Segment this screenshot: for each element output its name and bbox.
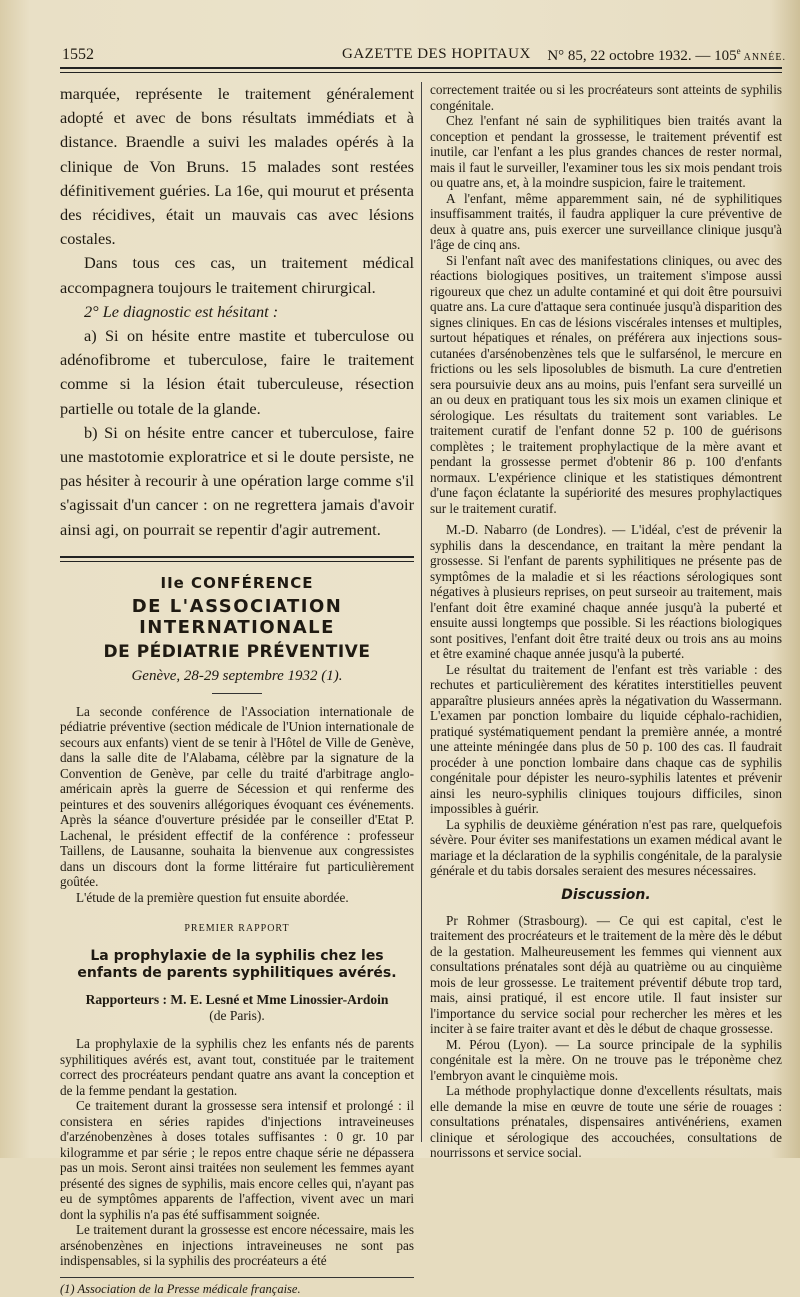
conference-line-3: DE PÉDIATRIE PRÉVENTIVE	[103, 641, 371, 662]
short-rule	[212, 693, 262, 694]
discussion-heading: Discussion.	[561, 886, 651, 903]
conference-line-1: IIe CONFÉRENCE	[160, 573, 314, 592]
paragraph: Le traitement durant la grossesse est encore nécessaire, mais les arsénobenzènes en injections intraveineuses ne sont pas indispensables, si la syphilis des procréateurs a été	[60, 1222, 414, 1269]
rapport-label: PREMIER RAPPORT	[184, 923, 290, 935]
paragraph: M. Pérou (Lyon). — La source principale de la syphilis congénitale est la mère. On ne trouve pas le tréponème chez l'embryon avant le cinquième mois.	[430, 1036, 782, 1083]
right-text-2	[430, 522, 782, 879]
paragraph: La seconde conférence de l'Association internationale de pédiatrie préventive (section médicale de l'Union internationale de secours aux enfants) vient de se tenir à l'Hôtel de Ville de Genève, dans la salle dite de l'Alabama, célèbre par la signature de la Convention de Genève, par celle du traité d'arbitrage anglo-américain après la guerre de Sécession et qui renferme des peintures et des souvenirs allégoriques évoquant ces événements. Après la séance d'ouverture présidée par le conseiller d'Etat P. Lachenal, le président effectif de la conférence : professeur Taillens, de Lausanne, souhaita la bienvenue aux congressistes dans un discours dont la forme littéraire fut particulièrement goûtée.	[60, 703, 414, 890]
rapporteurs-names: Rapporteurs : M. E. Lesné et Mme Linossier-Ardoin	[85, 992, 389, 1008]
paragraph: L'étude de la première question fut ensuite abordée.	[76, 889, 349, 905]
rapport-title: La prophylaxie de la syphilis chez les enfants de parents syphilitiques avérés.	[77, 948, 397, 982]
page-number: 1552	[62, 46, 94, 63]
paragraph: Chez l'enfant né sain de syphilitiques bien traités avant la conception et pendant la grossesse, le traitement préventif est inutile, car l'enfant a les plus grandes chances de rester normal, mais il faut le surveiller, l'examiner tous les six mois pendant trois ou quatre ans, et, à la moindre suspicion, faire le traitement.	[430, 113, 782, 190]
page-header	[62, 44, 786, 66]
paragraph: La prophylaxie de la syphilis chez les enfants nés de parents syphilitiques avérés est, avant tout, constituée par le traitement correct des procréateurs pendant quatre ans avant la conception et de la femme pendant la gestation.	[60, 1036, 414, 1098]
column-divider	[421, 82, 422, 1142]
paragraph: Pr Rohmer (Strasbourg). — Ce qui est capital, c'est le traitement des procréateurs et le traitement de la mère dès le début de la gestation. Malheureusement les femmes qui viennent aux consultations prénatales sont déjà au quatrième ou au cinquième mois de leur grossesse. Le traitement préventif débute trop tard, mais, ainsi pratiqué, il est encore utile. Il faut insister sur l'importance du service social pour rechercher les mères et les inciter à se faire traiter avant et dès le début de chaque grossesse.	[430, 912, 782, 1036]
paragraph: A l'enfant, même apparemment sain, né de syphilitiques insuffisamment traités, il faudra appliquer la cure préventive de deux à quatre ans, puis exercer une surveillance clinique jusqu'à l'âge de cinq ans.	[430, 190, 782, 252]
paragraph: Si l'enfant naît avec des manifestations cliniques, ou avec des réactions biologiques positives, un traitement s'impose aussi rigoureux que chez un adulte contaminé et qui doit être poursuivi quatre ans. La cure d'attaque sera continuée jusqu'à disparition des signes cliniques. En cas de lésions viscérales intenses et multiples, surtout hépatiques et rénales, on préférera aux injections sous-cutanées d'arsénobenzènes tels que le sulfarsénol, le mercure en frictions ou les sels liposolubles de bismuth. La cure d'entretien sera poursuivie deux ans au moins, puis l'enfant sera surveillé un an ou deux en pratiquant tous les six mois un examen clinique et sérologique. Les résultats du traitement sont variables. Le traitement curatif de l'enfant donne 52 p. 100 de guérisons complètes ; le traitement prophylactique de la mère avant et pendant la grossesse permet d'obtenir 86 p. 100 d'enfants normaux. L'expérience clinique et les statistiques démontrent d'une façon éclatante la supériorité des mesures prophylactiques sur le traitement curatif.	[430, 252, 782, 516]
continued-text	[60, 82, 414, 542]
rapporteurs-city: (de Paris).	[209, 1008, 265, 1024]
paragraph: Ce traitement durant la grossesse sera intensif et prolongé : il consistera en séries rapides d'injections intraveineuses d'arzénobenzènes à doses totales suffisantes : 0 gr. 10 par kilogramme et par série ; le repos entre chaque série ne dépassera pas un mois. Seront ainsi traitées non seulement les femmes ayant présenté des signes de syphilis, mais encore celles qui, n'ayant pas eu de symptômes apparents de l'affection, vivent avec un mari dont la syphilis n'a pas été suffisamment soignée.	[60, 1098, 414, 1222]
left-column	[60, 82, 414, 1297]
paragraph: La méthode prophylactique donne d'excellents résultats, mais elle demande la mise en œuvre de toute une série de rouages : consultations prénatales, dispensaires antivénériens, examen clinique et sérologique des accouchées, consultations de nourrissons et service social.	[430, 1083, 782, 1160]
footnote: (1) Association de la Presse médicale française.	[60, 1281, 301, 1296]
paragraph: b) Si on hésite entre cancer et tuberculose, faire une mastotomie exploratrice et si le doute persiste, ne pas hésiter à recourir à une opération large comme s'il s'agissait d'un cancer : on ne regrettera jamais d'avoir ainsi agi, on pourrait se repentir d'agir autrement.	[60, 422, 414, 539]
conference-line-2: DE L'ASSOCIATION INTERNATIONALE	[131, 595, 343, 638]
paragraph: M.-D. Nabarro (de Londres). — L'idéal, c'est de prévenir la syphilis dans la descendance, en traitant la mère pendant la grossesse. Si l'enfant de parents syphilitiques ne présente pas de symptômes de la maladie et si les réactions sérologiques sont négatives à plusieurs reprises, on peut surseoir au traitement, mais l'enfant doit être examiné chaque année jusqu'à la puberté et ensuite aussi longtemps que possible. Si les réactions biologiques sont positives, l'enfant doit être traité deux ou trois ans au moins et être examiné chaque année jusqu'à la puberté.	[430, 522, 782, 661]
paragraph: Dans tous ces cas, un traitement médical accompagnera toujours le traitement chirurgical.	[60, 253, 414, 297]
journal-title: GAZETTE DES HOPITAUX	[342, 46, 531, 62]
paragraph: correctement traitée ou si les procréateurs sont atteints de syphilis congénitale.	[430, 82, 782, 113]
intro-text	[60, 704, 414, 906]
footnote-rule	[60, 1277, 414, 1278]
paragraph: a) Si on hésite entre mastite et tuberculose ou adénofibrome et tuberculose, faire le traitement comme si la lésion était tuberculeuse, résection partielle ou totale de la glande.	[60, 326, 414, 418]
header-rule	[60, 67, 782, 69]
paragraph: 2° Le diagnostic est hésitant :	[84, 301, 279, 321]
right-text-3	[430, 913, 782, 1161]
right-text-1	[430, 82, 782, 516]
section-rule	[60, 556, 414, 562]
paragraph: La syphilis de deuxième génération n'est pas rare, quelquefois sévère. Pour éviter ses manifestations un examen médical avant le mariage et la déclaration de la syphilis congénitale, de la paralysie générale et du tabis dorsales seraient des mesures nécessaires.	[430, 816, 782, 878]
right-column	[430, 82, 782, 1161]
rapport-text	[60, 1036, 414, 1269]
issue-info: N° 85, 22 octobre 1932. — 105e ANNÉE.	[547, 46, 786, 64]
conference-dateline: Genève, 28-29 septembre 1932 (1).	[131, 667, 343, 684]
paragraph: Le résultat du traitement de l'enfant est très variable : des rechutes et particulièrement des kératites interstitielles peuvent apparaître plusieurs années après la négativation du Wassermann. L'examen par ponction lombaire du liquide céphalo-rachidien, pratiqué systématiquement pendant la première année, a montré une atteinte méningée dans plus de 50 p. 100 des cas. Il faudrait procéder à une ponction lombaire dans chaque cas de syphilis congénitale pour dépister les neuro-syphilis latentes et prévenir ainsi les neuro-syphilis cliniques toujours difficiles, sinon impossibles à guérir.	[430, 661, 782, 816]
header-rule-thin	[60, 72, 782, 73]
conference-heading	[60, 574, 414, 662]
paragraph: marquée, représente le traitement généralement adopté et avec de bons résultats immédiats et à distance. Braendle a suivi les malades opérés à la clinique de Von Bruns. 15 malades sont restées définitivement guéries. La 16e, qui mourut et présenta des récidives, était un mauvais cas avec lésions costales.	[60, 84, 414, 249]
rapporteurs	[60, 992, 414, 1024]
